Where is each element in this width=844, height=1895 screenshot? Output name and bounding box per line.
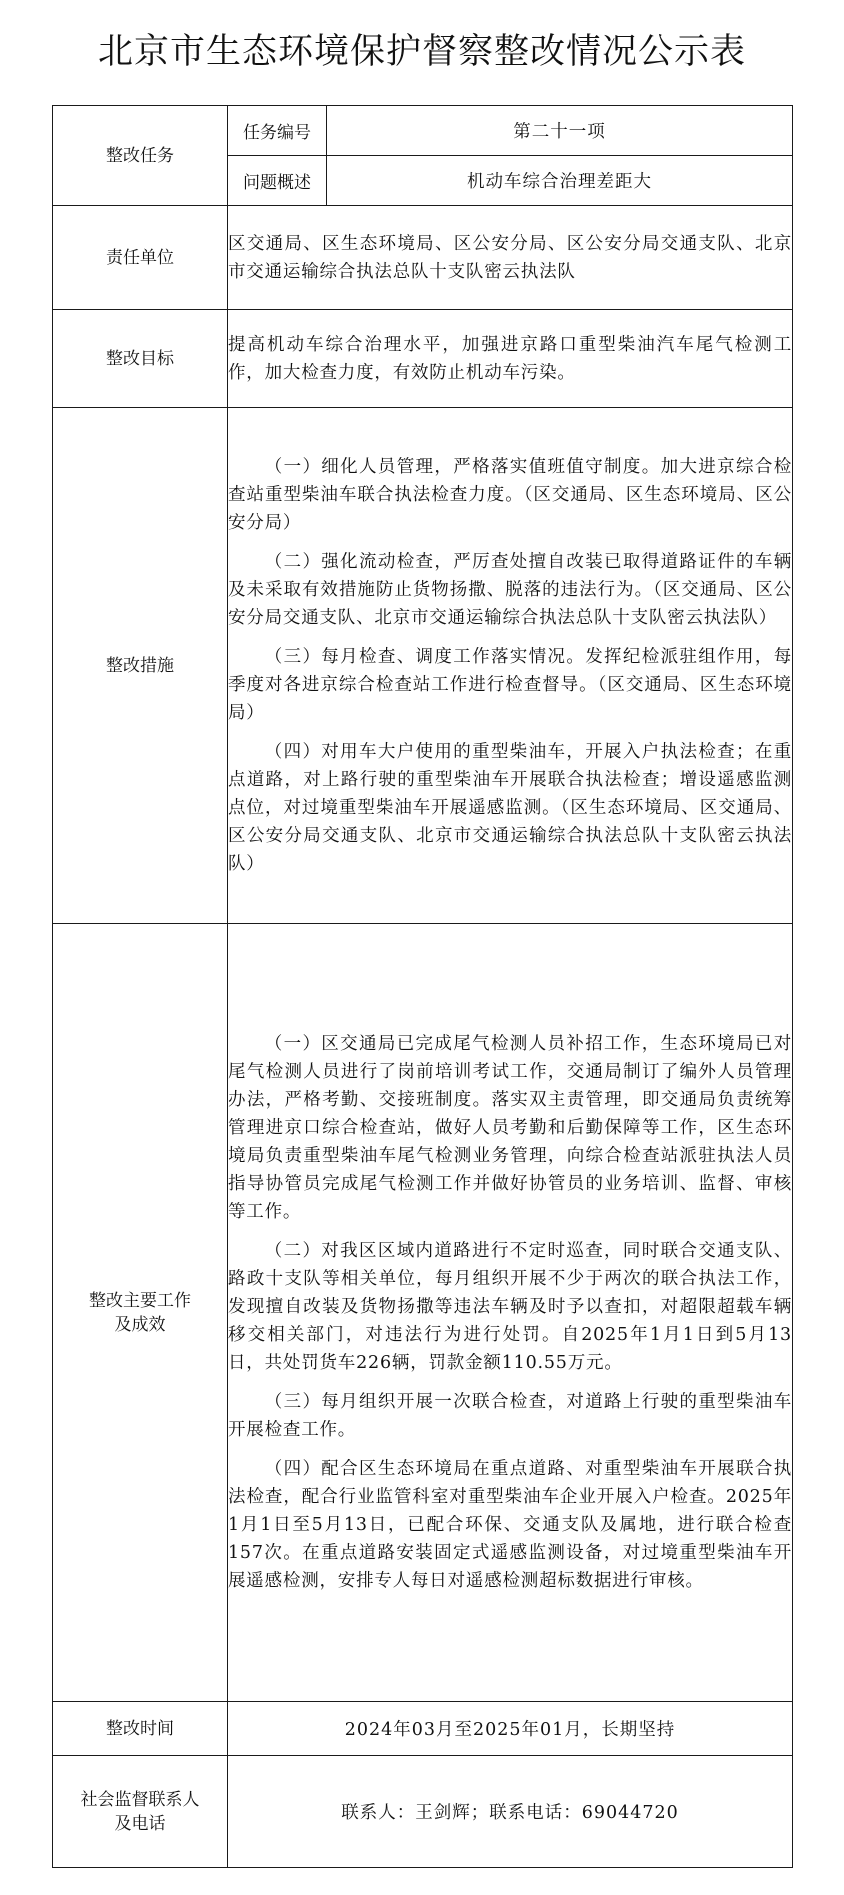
measure-paragraph: （二）强化流动检查，严厉查处擅自改装已取得道路证件的车辆及未采取有效措施防止货物扬撒、脱落的违法行为。（区交通局、区公安分局交通支队、北京市交通运输综合执法总队十支队密云执法队） (228, 552, 792, 628)
responsible-content (228, 206, 793, 310)
task-number-label: 任务编号 (228, 106, 327, 156)
task-label: 整改任务 (53, 106, 228, 206)
measures-label: 整改措施 (53, 408, 228, 924)
measure-paragraph: （三）每月检查、调度工作落实情况。发挥纪检派驻组作用，每季度对各进京综合检查站工作进行检查督导。（区交通局、区生态环境局） (228, 647, 792, 723)
contact-label-line2: 及电话 (114, 1813, 166, 1834)
result-paragraph: （二）对我区区域内道路进行不定时巡查，同时联合交通支队、路政十支队等相关单位，每月组织开展不少于两次的联合执法工作，发现擅自改装及货物扬撒等违法车辆及时予以查扣，对超限超载车辆移交相关部门，对违法行为进行处罚。自2025年1月1日到5月13日，共处罚货车226辆，罚款金额110.55万元。 (228, 1241, 792, 1373)
responsible-row (53, 206, 793, 310)
result-paragraph: （三）每月组织开展一次联合检查，对道路上行驶的重型柴油车开展检查工作。 (228, 1392, 792, 1440)
results-label-line1: 整改主要工作 (89, 1290, 191, 1311)
measure-paragraph: （四）对用车大户使用的重型柴油车，开展入户执法检查；在重点道路，对上路行驶的重型柴油车开展联合执法检查；增设遥感监测点位，对过境重型柴油车开展遥感监测。（区生态环境局、区交通局、区公安分局交通支队、北京市交通运输综合执法总队十支队密云执法队） (228, 742, 792, 874)
goal-row (53, 310, 793, 408)
responsible-label: 责任单位 (53, 206, 228, 310)
goal-content (228, 310, 793, 408)
measures-row (53, 408, 793, 924)
measures-content (228, 408, 793, 924)
contact-label (53, 1756, 228, 1868)
responsible-text: 区交通局、区生态环境局、区公安分局、区公安分局交通支队、北京市交通运输综合执法总队十支队密云执法队 (228, 233, 792, 282)
timeframe-value: 2024年03月至2025年01月，长期坚持 (228, 1702, 793, 1756)
results-content (228, 924, 793, 1702)
timeframe-row (53, 1702, 793, 1756)
page-title: 北京市生态环境保护督察整改情况公示表 (97, 32, 746, 72)
measure-paragraph: （一）细化人员管理，严格落实值班值守制度。加大进京综合检查站重型柴油车联合执法检查力度。（区交通局、区生态环境局、区公安分局） (228, 457, 792, 533)
result-paragraph: （一）区交通局已完成尾气检测人员补招工作，生态环境局已对尾气检测人员进行了岗前培训考试工作，交通局制订了编外人员管理办法，严格考勤、交接班制度。落实双主责管理，即交通局负责统筹管理进京口综合检查站，做好人员考勤和后勤保障等工作，区生态环境局负责重型柴油车尾气检测业务管理，向综合检查站派驻执法人员指导协管员完成尾气检测工作并做好协管员的业务培训、监督、审核等工作。 (228, 1034, 792, 1222)
goal-text: 提高机动车综合治理水平，加强进京路口重型柴油汽车尾气检测工作，加大检查力度，有效防止机动车污染。 (228, 334, 792, 383)
timeframe-label: 整改时间 (53, 1702, 228, 1756)
task-number-row (53, 106, 793, 156)
contact-label-line1: 社会监督联系人 (80, 1789, 200, 1810)
contact-row (53, 1756, 793, 1868)
results-label (53, 924, 228, 1702)
task-summary-label: 问题概述 (228, 156, 327, 206)
contact-value: 联系人：王剑辉；联系电话：69044720 (228, 1756, 793, 1868)
task-summary-value: 机动车综合治理差距大 (327, 156, 793, 206)
results-row (53, 924, 793, 1702)
result-paragraph: （四）配合区生态环境局在重点道路、对重型柴油车开展联合执法检查，配合行业监管科室对重型柴油车企业开展入户检查。2025年1月1日至5月13日，已配合环保、交通支队及属地，进行联合检查157次。在重点道路安装固定式遥感监测设备，对过境重型柴油车开展遥感检测，安排专人每日对遥感检测超标数据进行审核。 (228, 1459, 792, 1591)
goal-label: 整改目标 (53, 310, 228, 408)
task-number-value: 第二十一项 (327, 106, 793, 156)
rectification-table (52, 105, 793, 1868)
results-label-line2: 及成效 (114, 1314, 166, 1335)
